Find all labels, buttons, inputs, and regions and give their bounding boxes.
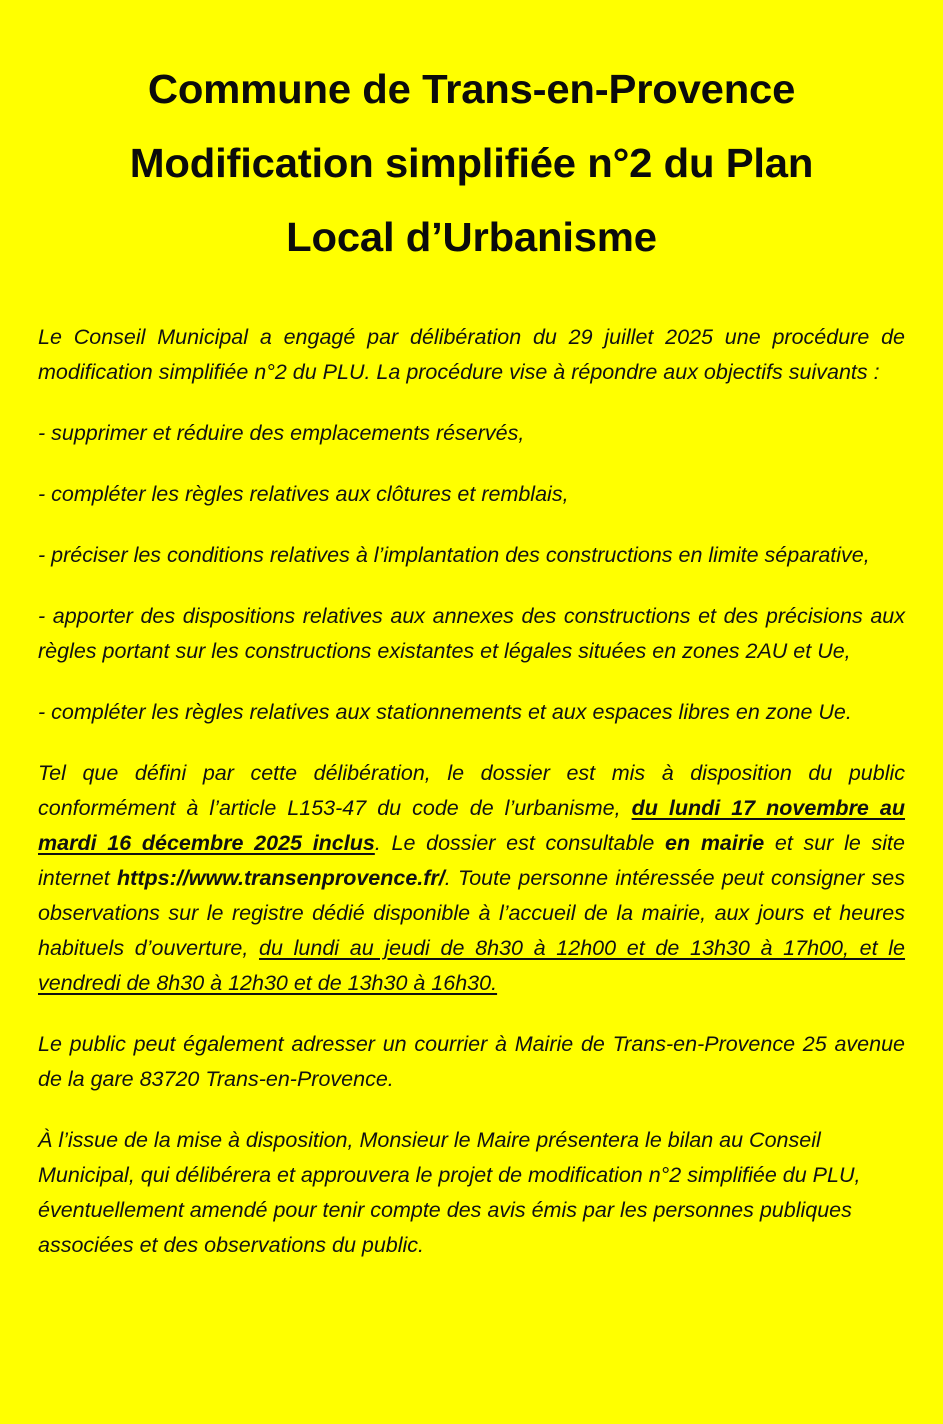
paragraph-conclusion: À l’issue de la mise à disposition, Monsieur le Maire présentera le bilan au Conseil Municipal, qui délibérera et approuvera le projet de modification n°2 simplifiée du PLU, éventuellement amendé pour tenir compte des avis émis par les personnes publiques associées et des observations du public. [38, 1128, 861, 1257]
objective-item-5: - compléter les règles relatives aux stationnements et aux espaces libres en zone Ue. [38, 700, 852, 724]
page-title [0, 0, 943, 274]
objective-item-2: - compléter les règles relatives aux clôtures et remblais, [38, 482, 569, 506]
consultation-text-4: . Toute personne intéressée peut consigner ses observations sur le registre dédié disponible à l’accueil de la mairie, aux jours et heures habituels d’ouverture, [38, 866, 905, 960]
paragraph-intro: Le Conseil Municipal a engagé par délibération du 29 juillet 2025 une procédure de modification simplifiée n°2 du PLU. La procédure vise à répondre aux objectifs suivants : [38, 325, 905, 384]
consultation-text-1: Tel que défini par cette délibération, le dossier est mis à disposition du public conformément à l’article L153-47 du code de l’urbanisme, [38, 761, 905, 820]
body-content [0, 320, 943, 1263]
title-line-modification: Modification simplifiée n°2 du Plan [129, 140, 814, 186]
title-line-commune: Commune de Trans-en-Provence [147, 66, 796, 112]
consultation-location-mairie: en mairie [665, 831, 765, 855]
title-line-plu: Local d’Urbanisme [286, 214, 657, 260]
paragraph-consultation [38, 756, 905, 1001]
consultation-text-3: et sur le site internet [38, 831, 905, 890]
consultation-date-range: du lundi 17 novembre au mardi 16 décembre 2025 inclus [38, 796, 905, 855]
paragraph-postal-address: Le public peut également adresser un courrier à Mairie de Trans-en-Provence 25 avenue de la gare 83720 Trans-en-Provence. [38, 1032, 905, 1091]
objective-item-1: - supprimer et réduire des emplacements réservés, [38, 421, 525, 445]
consultation-text-2: . Le dossier est consultable [374, 831, 666, 855]
consultation-opening-hours: du lundi au jeudi de 8h30 à 12h00 et de 13h30 à 17h00, et le vendredi de 8h30 à 12h30 et de 13h30 à 16h30. [38, 936, 906, 995]
objective-item-3: - préciser les conditions relatives à l’implantation des constructions en limite séparative, [38, 543, 870, 567]
consultation-website-url[interactable]: https://www.transenprovence.fr/ [117, 866, 445, 890]
objective-item-4: - apporter des dispositions relatives aux annexes des constructions et des précisions aux règles portant sur les constructions existantes et légales situées en zones 2AU et Ue, [38, 604, 905, 663]
